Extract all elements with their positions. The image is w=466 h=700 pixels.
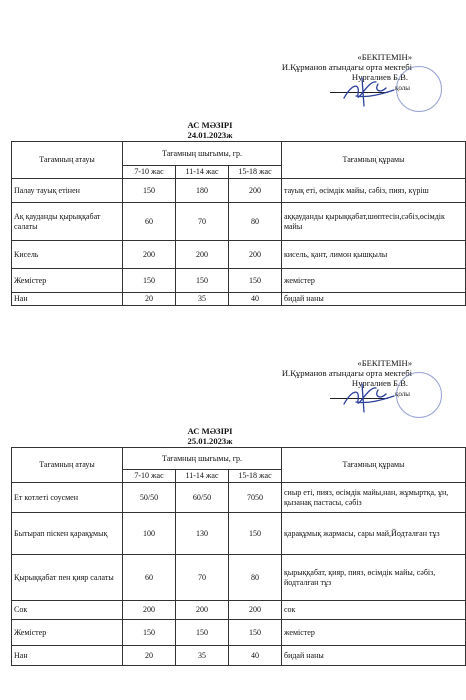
yield-cell: 40 — [229, 646, 282, 666]
table-row — [12, 241, 466, 269]
menu-title: АС МӘЗІРІ — [187, 120, 233, 130]
seal-icon — [396, 66, 442, 112]
yield-cell: 150 — [123, 269, 176, 293]
composition-cell: жемістер — [282, 620, 466, 646]
yield-cell: 7050 — [229, 483, 282, 513]
yield-header: Тағамның шығымы, гр. — [123, 142, 282, 166]
table-row — [12, 513, 466, 555]
yield-cell: 200 — [123, 241, 176, 269]
dish-name: Жемістер — [12, 620, 123, 646]
yield-cell: 20 — [123, 293, 176, 306]
director-name: Нургалиев Б.В. — [351, 378, 408, 388]
dish-name: Ақ қауданды қырыққабат салаты — [12, 203, 123, 241]
yield-cell: 200 — [123, 601, 176, 620]
age-header: 11-14 жас — [176, 470, 229, 483]
age-header: 15-18 жас — [229, 166, 282, 179]
approval-heading: «БЕКІТЕМІН» — [357, 52, 412, 62]
composition-cell: қырыққабат, қияр, пияз, өсімдік майы, сәбіз, йодталған тұз — [282, 555, 466, 601]
composition-header: Тағамның құрамы — [282, 142, 466, 179]
composition-cell: бидай наны — [282, 646, 466, 666]
dish-name: Қырыққабат пен қияр салаты — [12, 555, 123, 601]
school-name: И.Құрманов атындағы орта мектебі — [281, 62, 412, 72]
composition-cell: кисель, қант, лимон қышқылы — [282, 241, 466, 269]
header-row — [12, 448, 466, 470]
menu-date: 24.01.2023ж — [187, 130, 233, 140]
yield-cell: 50/50 — [123, 483, 176, 513]
yield-cell: 200 — [176, 601, 229, 620]
yield-cell: 180 — [176, 179, 229, 203]
table-row — [12, 620, 466, 646]
menu-date: 25.01.2023ж — [187, 436, 233, 446]
signature-label: қолы — [394, 84, 410, 92]
director-name: Нургалиев Б.В. — [351, 72, 408, 82]
menu-block-2 — [0, 358, 449, 666]
yield-cell: 60 — [123, 555, 176, 601]
table-row — [12, 269, 466, 293]
yield-cell: 150 — [176, 269, 229, 293]
dish-name: Палау тауық етінен — [12, 179, 123, 203]
yield-cell: 150 — [123, 620, 176, 646]
yield-cell: 20 — [123, 646, 176, 666]
dish-header: Тағамның атауы — [12, 448, 123, 483]
dish-header: Тағамның атауы — [12, 142, 123, 179]
approval-heading: «БЕКІТЕМІН» — [357, 358, 412, 368]
yield-header: Тағамның шығымы, гр. — [123, 448, 282, 470]
composition-cell: қарақұмық жармасы, сары май,Йодталған тұз — [282, 513, 466, 555]
yield-cell: 100 — [123, 513, 176, 555]
table-row — [12, 483, 466, 513]
table-row — [12, 555, 466, 601]
composition-cell: бидай наны — [282, 293, 466, 306]
signature-icon — [338, 72, 400, 112]
signature-label: қолы — [394, 390, 410, 398]
composition-cell: тауық еті, өсімдік майы, сәбіз, пияз, күріш — [282, 179, 466, 203]
approval-stamp — [0, 358, 420, 426]
dish-name: Кисель — [12, 241, 123, 269]
composition-header: Тағамның құрамы — [282, 448, 466, 483]
approval-stamp — [0, 52, 420, 120]
dish-name: Нан — [12, 293, 123, 306]
dish-name: Жемістер — [12, 269, 123, 293]
table-row — [12, 179, 466, 203]
yield-cell: 35 — [176, 293, 229, 306]
yield-cell: 130 — [176, 513, 229, 555]
yield-cell: 150 — [229, 269, 282, 293]
menu-block-1 — [0, 52, 445, 306]
dish-name: Ет котлеті соусмен — [12, 483, 123, 513]
yield-cell: 200 — [176, 241, 229, 269]
composition-cell: аққауданды қырыққабат,шөптесін,сәбіз,өсімдік майы — [282, 203, 466, 241]
yield-cell: 80 — [229, 203, 282, 241]
yield-cell: 150 — [176, 620, 229, 646]
age-header: 7-10 жас — [123, 470, 176, 483]
dish-name: Сок — [12, 601, 123, 620]
yield-cell: 80 — [229, 555, 282, 601]
yield-cell: 150 — [123, 179, 176, 203]
yield-cell: 150 — [229, 620, 282, 646]
age-header: 11-14 жас — [176, 166, 229, 179]
table-row — [12, 203, 466, 241]
yield-cell: 200 — [229, 241, 282, 269]
composition-cell: сок — [282, 601, 466, 620]
dish-name: Нан — [12, 646, 123, 666]
menu-table — [11, 141, 466, 306]
table-row — [12, 646, 466, 666]
composition-cell: сиыр еті, пияз, өсімдік майы,нан, жұмыртқа, ұн, қызанақ пастасы, сәбіз — [282, 483, 466, 513]
yield-cell: 70 — [176, 555, 229, 601]
yield-cell: 150 — [229, 513, 282, 555]
age-header: 15-18 жас — [229, 470, 282, 483]
table-row — [12, 293, 466, 306]
school-name: И.Құрманов атындағы орта мектебі — [281, 368, 412, 378]
yield-cell: 200 — [229, 179, 282, 203]
yield-cell: 35 — [176, 646, 229, 666]
dish-name: Бытырап піскен қарақұмық — [12, 513, 123, 555]
menu-table — [11, 447, 466, 666]
yield-cell: 200 — [229, 601, 282, 620]
table-row — [12, 601, 466, 620]
menu-title: АС МӘЗІРІ — [187, 426, 233, 436]
header-row — [12, 142, 466, 166]
signature-icon — [338, 378, 400, 418]
yield-cell: 40 — [229, 293, 282, 306]
age-header: 7-10 жас — [123, 166, 176, 179]
yield-cell: 60/50 — [176, 483, 229, 513]
seal-icon — [396, 372, 442, 418]
composition-cell: жемістер — [282, 269, 466, 293]
yield-cell: 70 — [176, 203, 229, 241]
yield-cell: 60 — [123, 203, 176, 241]
